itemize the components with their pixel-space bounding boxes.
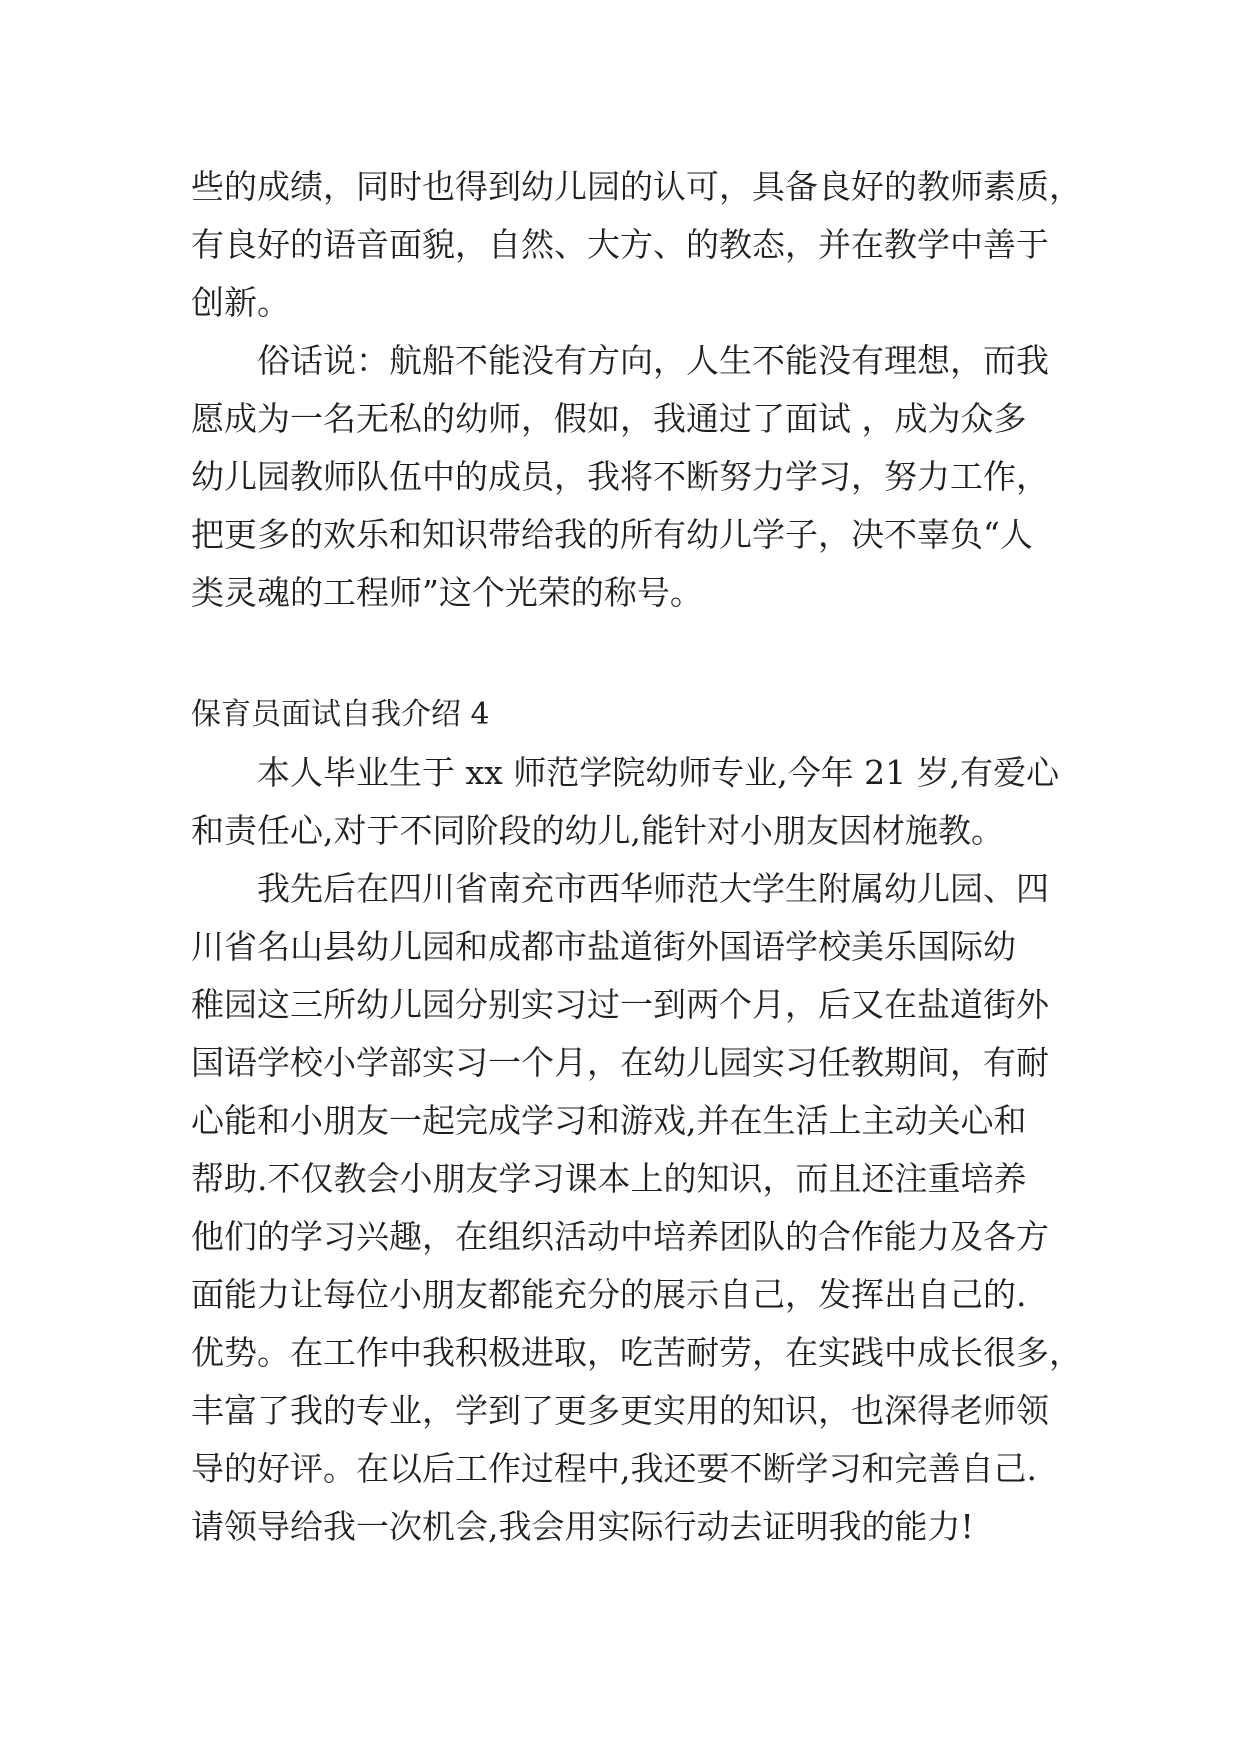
section-heading: 保育员面试自我介绍 4	[191, 697, 490, 732]
paragraph-line: 创新。	[191, 283, 290, 322]
paragraph-line: 导的好评。在以后工作过程中,我还要不断学习和完善自己.	[191, 1449, 1037, 1488]
paragraph-line: 类灵魂的工程师”这个光荣的称号。	[191, 573, 703, 612]
paragraph-line: 愿成为一名无私的幼师，假如，我通过了面试 ，成为众多	[191, 399, 1027, 438]
paragraph-line: 我先后在四川省南充市西华师范大学生附属幼儿园、四	[257, 869, 1049, 908]
paragraph-line: 他们的学习兴趣，在组织活动中培养团队的合作能力及各方	[191, 1217, 1049, 1256]
paragraph-line: 川省名山县幼儿园和成都市盐道街外国语学校美乐国际幼	[191, 927, 1016, 966]
paragraph-line: 稚园这三所幼儿园分别实习过一到两个月，后又在盐道街外	[191, 985, 1049, 1024]
paragraph-line: 本人毕业生于 xx 师范学院幼师专业,今年 21 岁,有爱心	[257, 753, 1060, 792]
paragraph-line: 些的成绩，同时也得到幼儿园的认可，具备良好的教师素质，	[191, 167, 1082, 206]
paragraph-line: 有良好的语音面貌，自然、大方、的教态，并在教学中善于	[191, 225, 1049, 264]
paragraph-line: 帮助.不仅教会小朋友学习课本上的知识，而且还注重培养	[191, 1159, 1027, 1198]
paragraph-line: 心能和小朋友一起完成学习和游戏,并在生活上主动关心和	[191, 1101, 1027, 1140]
paragraph-line: 丰富了我的专业，学到了更多更实用的知识，也深得老师领	[191, 1391, 1049, 1430]
paragraph-line: 请领导给我一次机会,我会用实际行动去证明我的能力!	[191, 1507, 974, 1546]
paragraph-line: 把更多的欢乐和知识带给我的所有幼儿学子，决不辜负“人	[191, 515, 1033, 554]
paragraph-line: 面能力让每位小朋友都能充分的展示自己，发挥出自己的.	[191, 1275, 1027, 1314]
paragraph-line: 国语学校小学部实习一个月，在幼儿园实习任教期间，有耐	[191, 1043, 1049, 1082]
paragraph-line: 和责任心,对于不同阶段的幼儿,能针对小朋友因材施教。	[191, 811, 1004, 850]
paragraph-line: 幼儿园教师队伍中的成员，我将不断努力学习，努力工作，	[191, 457, 1049, 496]
paragraph-line: 俗话说：航船不能没有方向，人生不能没有理想，而我	[257, 341, 1049, 380]
paragraph-line: 优势。在工作中我积极进取，吃苦耐劳，在实践中成长很多，	[191, 1333, 1082, 1372]
